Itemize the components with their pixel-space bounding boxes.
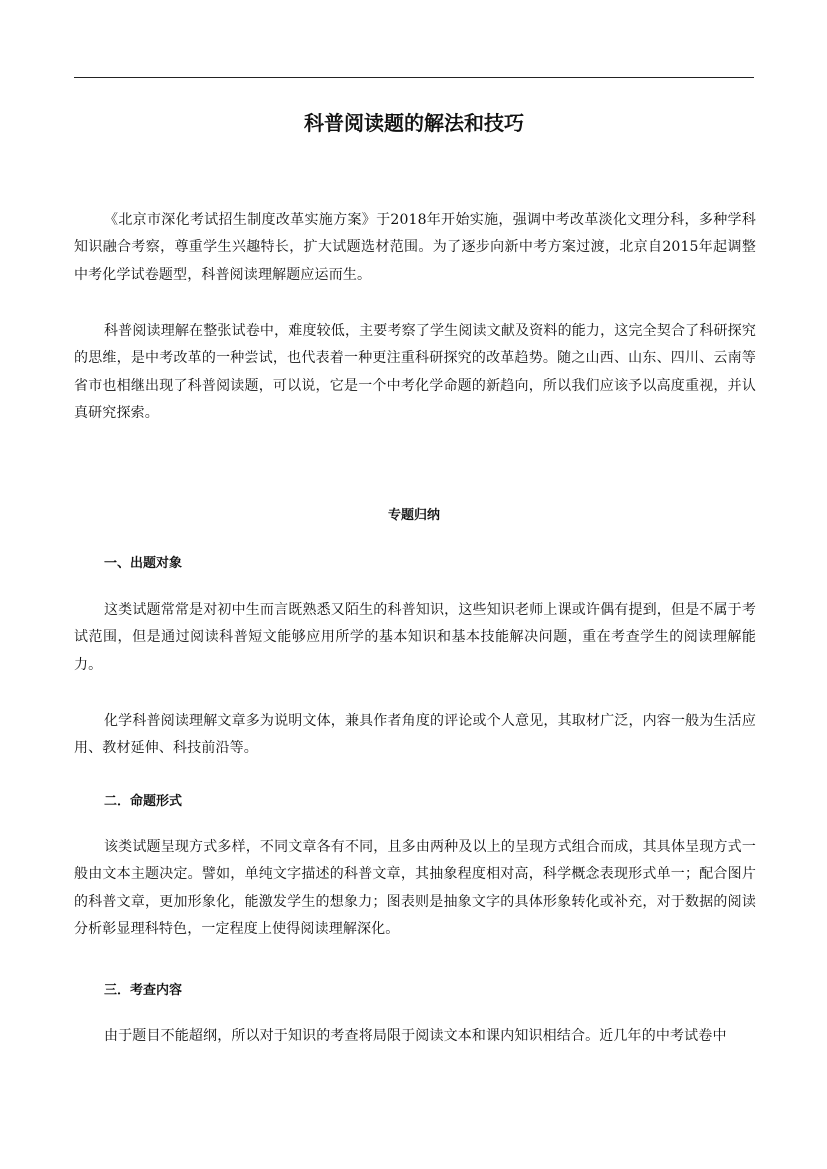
intro-paragraph-1: 《北京市深化考试招生制度改革实施方案》于2018年开始实施，强调中考改革淡化文理分科，多种学科知识融合考察，尊重学生兴趣特长，扩大试题选材范围。为了逐步向新中考方案过渡，北京自2015年起调整中考化学试卷题型，科普阅读理解题应运而生。 [74,212,756,283]
document-title: 科普阅读题的解法和技巧 [304,111,524,135]
section-title: 专题归纳 [387,508,440,523]
paragraph-exam-content-1: 由于题目不能超纲，所以对于知识的考查将局限于阅读文本和课内知识相结合。近几年的中考试卷中 [104,1028,727,1044]
paragraph-question-format-1: 该类试题呈现方式多样，不同文章各有不同，且多由两种及以上的呈现方式组合而成，其具体呈现方式一般由文本主题决定。譬如，单纯文字描述的科普文章，其抽象程度相对高，科学概念表现形式单一；配合图片的科普文章，更加形象化，能激发学生的想象力；图表则是抽象文字的具体形象转化或补充，对于数据的阅读分析彰显理科特色，一定程度上使得阅读理解深化。 [74,839,756,937]
heading-target-audience: 一、出题对象 [104,556,183,571]
intro-paragraph-2: 科普阅读理解在整张试卷中，难度较低，主要考察了学生阅读文献及资料的能力，这完全契合了科研探究的思维，是中考改革的一种尝试，也代表着一种更注重科研探究的改革趋势。随之山西、山东、四川、云南等省市也相继出现了科普阅读题，可以说，它是一个中考化学命题的新趋向，所以我们应该予以高度重视，并认真研究探索。 [74,323,756,421]
heading-exam-content: 三．考查内容 [104,983,183,998]
paragraph-target-audience-1: 这类试题常常是对初中生而言既熟悉又陌生的科普知识，这些知识老师上课或许偶有提到，但是不属于考试范围，但是通过阅读科普短文能够应用所学的基本知识和基本技能解决问题，重在考查学生的阅读理解能力。 [74,602,756,673]
header-rule [74,77,754,78]
heading-question-format: 二．命题形式 [104,794,183,809]
paragraph-target-audience-2: 化学科普阅读理解文章多为说明文体，兼具作者角度的评论或个人意见，其取材广泛，内容一般为生活应用、教材延伸、科技前沿等。 [74,713,756,757]
